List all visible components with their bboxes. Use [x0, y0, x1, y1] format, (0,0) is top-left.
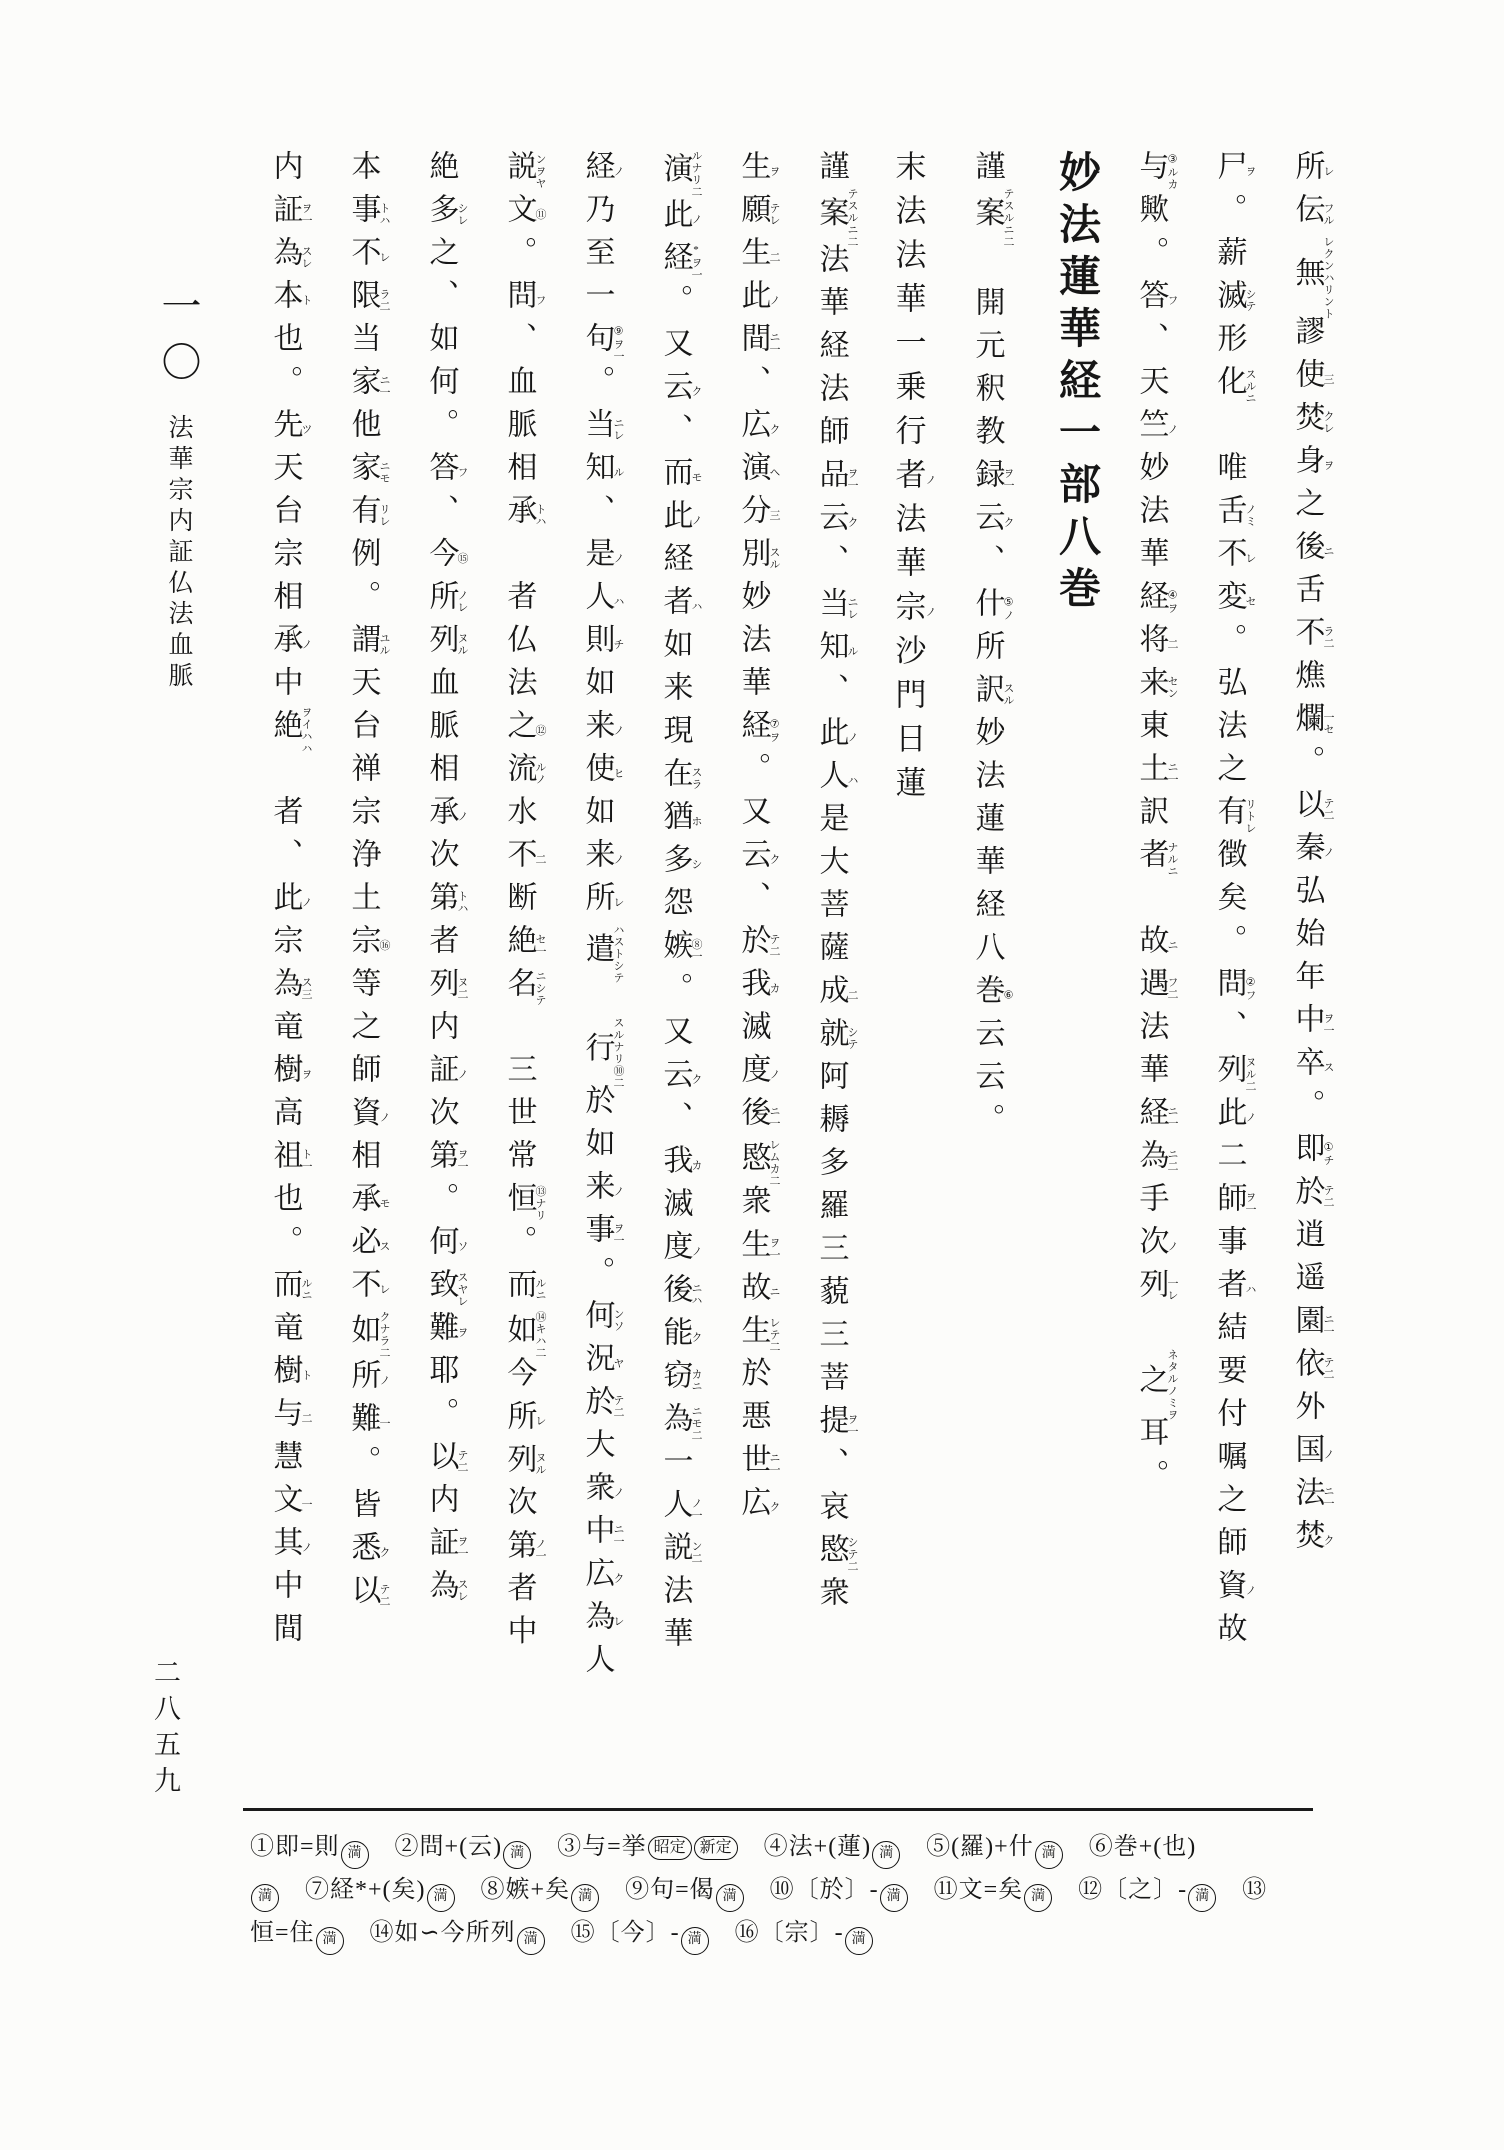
text-column-col-4: 妙法蓮華経一部八巻 [1053, 150, 1099, 618]
footnote-apparatus [250, 1826, 1330, 1955]
text-column-col-5: 謹案テスルニ二 開元釈教録ヲ一云ク、什⑤ノ所訳スル妙法蓮華経八巻⑥云云。 [970, 150, 1014, 1146]
text-columns [234, 150, 1334, 1810]
text-column-col-2: 尸ヲ。薪滅シテ形化スルニ 唯舌ノミ不レ変セ。弘法之有リトレ徴矣。問②フ、列ヌル二此ノ二師ヲ一事者ハ結要付嘱之師資ノ故 [1212, 150, 1256, 1655]
manuscript-man-mark: 満 [341, 1841, 369, 1869]
manuscript-man-mark: 満 [880, 1884, 908, 1912]
text-column-col-1: 所レ伝フル無レクンハリント謬使三焚クレ身ヲ之後ニ舌不ラ二燋爛一セ。以テ二秦ノ弘始年中ヲ一卒ス。即①チ於テ二逍遥園ニ一依テ二外国ノ法ニ一焚ク [1290, 150, 1334, 1562]
footnote-line-1: ①即=則 満 ②問+(云) 満 ③与=挙 昭定 新定 ④法+(蓮) 満 ⑤(羅)+什 満 ⑥巻+(也) [250, 1826, 1330, 1869]
edition-badge: 昭定 [648, 1836, 692, 1860]
footnote-line-3: 恒=住 満 ⑭如∽今所列 満 ⑮〔今〕- 満 ⑯〔宗〕- 満 [250, 1912, 1330, 1955]
text-column-col-13: 本事トハ不レ限ラ二当家ニ一他家ニモ有リレ例。謂ユル天台禅宗浄土宗⑯等之師資ノ相承モ必ス不レ如クナラ二所ノ難一。皆悉ク以テ二 [346, 150, 390, 1617]
text-column-col-9: 演ルナリ二此ノ経*ヲ一。又云ク、而モ此ノ経者ハ如来現在スラ猶ホ多シ怨嫉⑧一。又云ク、我カ滅度ノ後ニハ能ク窃カニ為ニモ二一人ノ一説ン二法華 [658, 150, 702, 1660]
chapter-title: 法華宗内証仏法血脈 [165, 414, 192, 693]
text-column-col-3: 与③ルカ歟。答フ、天竺ノ妙法華経④ヲ将二来セン東土ニ一訳者ナルニ 故ニ遇フ二法華経ニ一為ニ二手次ノ列一レ 之ネタルノミヲ耳。 [1134, 150, 1178, 1502]
text-column-col-7: 謹案テスルニ二法華経法師品ヲ一云ク、当ニレ知ル、此ノ人ハ是大菩薩成二就シテ阿耨多羅三藐三菩提ヲ一、哀愍シテ二衆 [814, 150, 858, 1619]
manuscript-man-mark: 満 [571, 1884, 599, 1912]
manuscript-man-mark: 満 [872, 1841, 900, 1869]
page-number: 二八五九 [150, 1658, 180, 1802]
text-column-col-11: 説ンヲヤ文⑪。問フ、血脈相承トハ 者仏法之⑫流ルノ水不二断絶セ一名ニシテ 三世常恒⑬ナリ。而ルニ如⑭キハ二今所レ列ヌル次第ノ一者中 [502, 150, 546, 1658]
chapter-number: 一〇 [156, 285, 201, 397]
footnote-divider [243, 1808, 1313, 1811]
text-column-col-14: 内証ヲ一為スレ本ト也。先ツ天台宗相承ノ中絶ヲイハハ 者、此ノ宗為ス三竜樹ヲ高祖ト一也。而ルニ竜樹ト与二慧文一其ノ中間 [268, 150, 312, 1655]
manuscript-man-mark: 満 [517, 1927, 545, 1955]
text-column-col-10: 経ノ乃至一句⑨ヲ一。当ニレ知ル、是ノ人ハ則チ如来ノ使ヒ如来ノ所レ遣ハストシテ 行スルナリ⑩二於如来ノ事ヲ一。何ンソ況ヤ於テ二大衆ノ中ニ一広ク為レ人 [580, 150, 624, 1686]
manuscript-man-mark: 満 [845, 1927, 873, 1955]
text-column-col-6: 末法法華一乗行者ノ法華宗ノ沙門日蓮 [890, 150, 936, 810]
manuscript-man-mark: 満 [316, 1927, 344, 1955]
footnote-line-2: 満 ⑦経*+(矣) 満 ⑧嫉+矣 満 ⑨句=偈 満 ⑩〔於〕- 満 ⑪文=矣 満 ⑫〔之〕- 満 ⑬ [250, 1869, 1330, 1912]
manuscript-man-mark: 満 [251, 1884, 279, 1912]
edition-badge: 新定 [694, 1836, 738, 1860]
manuscript-man-mark: 満 [427, 1884, 455, 1912]
text-column-col-12: 絶多シレ之、如何。答フ、今⑮所ノレ列ヌル血脈相承ノ次第トハ者列ヌ二内証ノ次第ヲ一。何ソ致スヤレ難ヲ耶。以テ二内証ヲ一為スレ [424, 150, 468, 1612]
manuscript-man-mark: 満 [681, 1927, 709, 1955]
manuscript-man-mark: 満 [1188, 1884, 1216, 1912]
manuscript-man-mark: 満 [1035, 1841, 1063, 1869]
manuscript-man-mark: 満 [1024, 1884, 1052, 1912]
manuscript-man-mark: 満 [503, 1841, 531, 1869]
running-head [150, 285, 238, 693]
manuscript-man-mark: 満 [716, 1884, 744, 1912]
text-column-col-8: 生ヲ願テレ生二此ノ間ニ一、広ク演ヘ分三別スル妙法華経⑦ヲ。又云ク、於テ二我カ滅度ノ後ニ一愍レムカ二衆生ヲ一故ニ生レテ二於悪世ニ一広ク [736, 150, 780, 1529]
